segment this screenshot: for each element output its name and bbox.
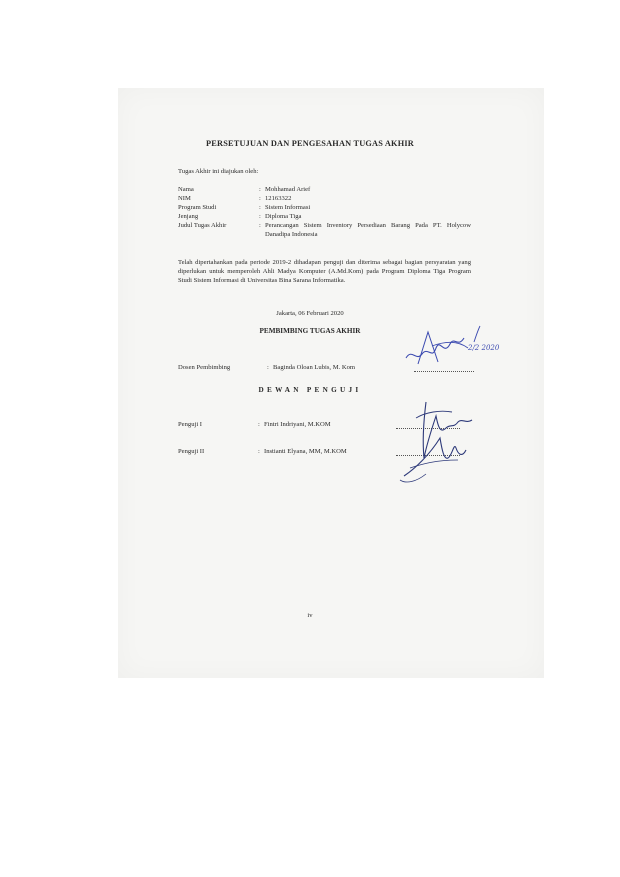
intro-text: Tugas Akhir ini diajukan oleh: [178, 168, 259, 175]
supervisor-name: Baginda Oloan Lubis, M. Kom [273, 364, 356, 371]
field-colon: : [267, 364, 269, 371]
examiner-name: Fintri Indriyani, M.KOM [264, 421, 331, 428]
field-label: NIM [178, 195, 191, 202]
supervisor-heading: PEMBIMBING TUGAS AKHIR [259, 327, 361, 335]
examiner-name: Instianti Elyana, MM, M.KOM [264, 448, 347, 455]
signature-date: 2/2 2020 [468, 344, 500, 352]
supervisor-label: Dosen Pembimbing [178, 364, 231, 371]
field-colon: : [259, 195, 261, 202]
field-value: 12163322 [265, 195, 292, 202]
supervisor-signature [398, 318, 518, 378]
examiner-signatures [396, 398, 486, 488]
examiner-label: Penguji II [178, 448, 205, 455]
field-value: Perancangan Sistem Inventory Persediaan Barang Pada PT. Holycow Danadipa Indonesia [265, 222, 471, 238]
page-number: iv [307, 612, 313, 619]
field-colon: : [259, 204, 261, 211]
field-label: Program Studi [178, 204, 217, 211]
field-value: Diploma Tiga [265, 213, 302, 220]
field-colon: : [259, 186, 261, 193]
field-colon: : [259, 213, 261, 220]
field-colon: : [258, 421, 260, 428]
examiners-heading: DEWAN PENGUJI [258, 386, 362, 394]
approval-date: Jakarta, 06 Februari 2020 [276, 310, 344, 317]
examiner-label: Penguji I [178, 421, 202, 428]
field-label: Nama [178, 186, 194, 193]
field-label: Judul Tugas Akhir [178, 222, 227, 229]
field-value: Mohhamad Arief [265, 186, 311, 193]
statement-paragraph: Telah dipertahankan pada periode 2019-2 dihadapan penguji dan diterima sebagai bagian persyaratan yang diperlukan untuk memperoleh Ahli Madya Komputer (A.Md.Kom) pada Program Diploma Tiga Program Studi Sistem Informasi di Universitas Bina Sarana Informatika. [178, 259, 471, 284]
page-title: PERSETUJUAN DAN PENGESAHAN TUGAS AKHIR [206, 139, 414, 148]
field-value: Sistem Informasi [265, 204, 311, 211]
field-label: Jenjang [178, 213, 199, 220]
field-colon: : [258, 448, 260, 455]
field-colon: : [259, 222, 261, 229]
